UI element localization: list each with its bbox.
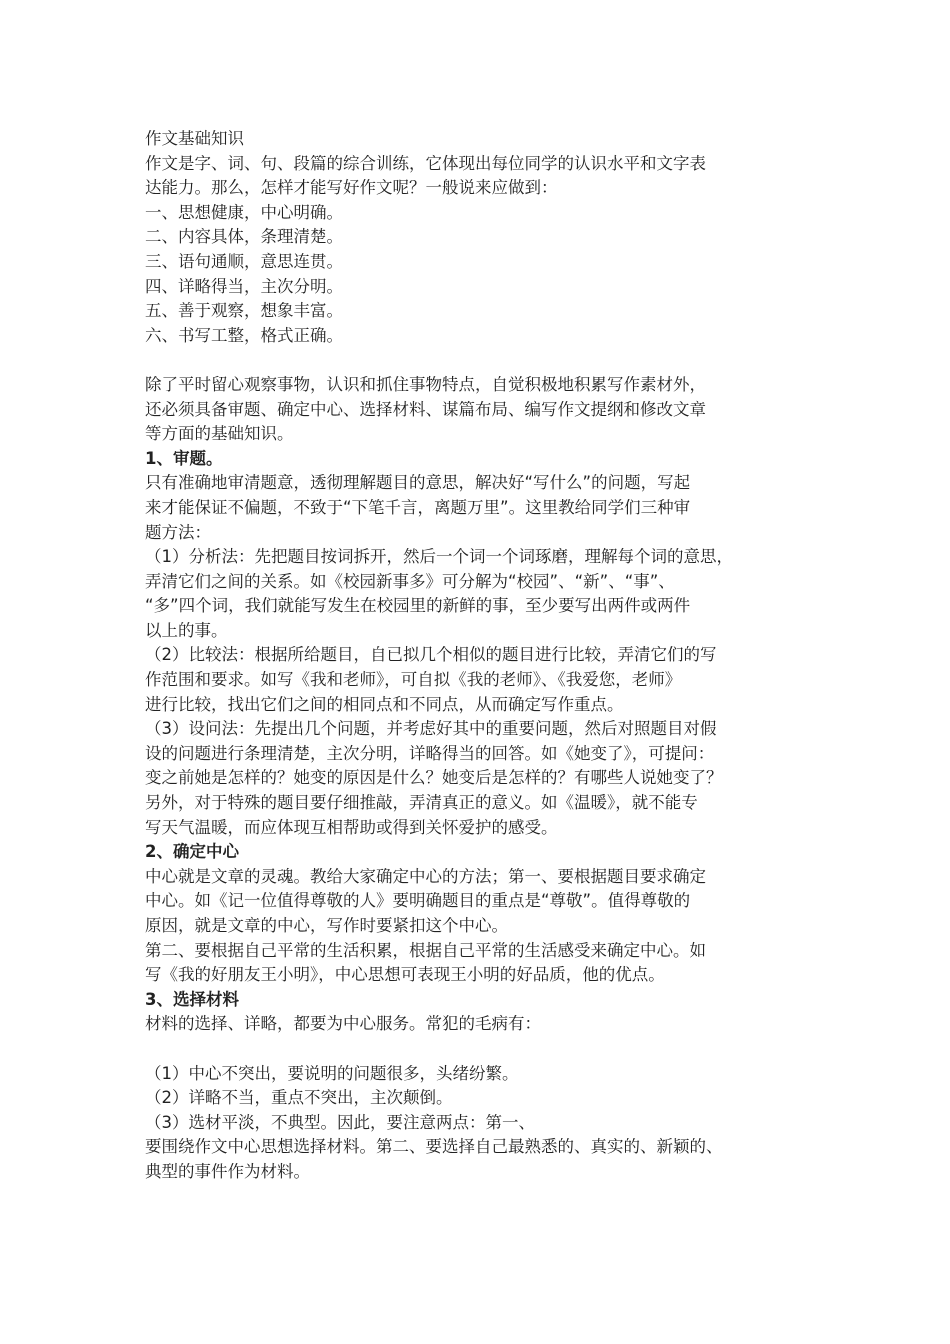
section-line: 典型的事件作为材料。 [145, 1161, 310, 1181]
requirement-item: 一、思想健康，中心明确。 [145, 202, 343, 222]
requirement-item: 二、内容具体，条理清楚。 [145, 227, 343, 247]
section-line: 要围绕作文中心思想选择材料。第二、要选择自己最熟悉的、真实的、新颖的、 [145, 1137, 723, 1157]
section-line: （3）选材平淡，不典型。因此，要注意两点：第一、 [145, 1112, 535, 1132]
section-line: 写《我的好朋友王小明》，中心思想可表现王小明的好品质，他的优点。 [145, 965, 665, 985]
section-line: 原因，就是文章的中心，写作时要紧扣这个中心。 [145, 916, 508, 935]
section-line: 以上的事。 [145, 620, 228, 640]
section-line: 中心。如《记一位值得尊敬的人》要明确题目的重点是“尊敬”。值得尊敬的 [145, 891, 691, 911]
paragraph-line: 除了平时留心观察事物，认识和抓住事物特点，自觉积极地积累写作素材外， [145, 374, 706, 394]
section-line: （2）比较法：根据所给题目，自已拟几个相似的题目进行比较，弄清它们的写 [145, 645, 717, 665]
section-line: 只有准确地审清题意，透彻理解题目的意思，解决好“写什么”的问题，写起 [145, 473, 691, 493]
section-heading-zhongxin: 2、确定中心 [145, 842, 239, 862]
section-line: 来才能保证不偏题，不致于“下笔千言，离题万里”。这里教给同学们三种审 [145, 497, 691, 517]
paragraph-line: 等方面的基础知识。 [145, 424, 294, 444]
section-heading-shenti: 1、审题。 [145, 448, 223, 468]
blank-line [145, 1037, 813, 1062]
requirement-item: 五、善于观察，想象丰富。 [145, 301, 343, 321]
section-heading-cailiao: 3、选择材料 [145, 989, 239, 1009]
section-line: 弄清它们之间的关系。如《校园新事多》可分解为“校园”、“新”、“事”、 [145, 571, 675, 591]
section-line: 第二、要根据自己平常的生活积累，根据自己平常的生活感受来确定中心。如 [145, 940, 706, 960]
section-lead: 材料的选择、详略，都要为中心服务。常犯的毛病有： [145, 1014, 541, 1034]
paragraph-line: 还必须具备审题、确定中心、选择材料、谋篇布局、编写作文提纲和修改文章 [145, 399, 706, 419]
section-line: （3）设问法：先提出几个问题，并考虑好其中的重要问题，然后对照题目对假 [145, 719, 717, 739]
section-line: 变之前她是怎样的？她变的原因是什么？她变后是怎样的？有哪些人说她变了？ [145, 768, 723, 788]
section-line: 写天气温暖，而应体现互相帮助或得到关怀爱护的感受。 [145, 817, 558, 837]
section-line: 进行比较，找出它们之间的相同点和不同点，从而确定写作重点。 [145, 694, 624, 714]
section-line: （2）详略不当，重点不突出，主次颠倒。 [145, 1088, 453, 1108]
section-line: （1）中心不突出，要说明的问题很多，头绪纷繁。 [145, 1063, 519, 1083]
blank-line [145, 348, 813, 373]
document-title: 作文基础知识 [145, 129, 244, 148]
section-line: 设的问题进行条理清楚，主次分明，详略得当的回答。如《她变了》，可提问： [145, 743, 715, 763]
document-body [145, 127, 813, 1185]
section-line: 另外，对于特殊的题目要仔细推敲，弄清真正的意义。如《温暖》，就不能专 [145, 793, 698, 813]
section-line: （1）分析法：先把题目按词拆开，然后一个词一个词琢磨，理解每个词的意思， [145, 547, 733, 567]
intro-line: 达能力。那么，怎样才能写好作文呢？一般说来应做到： [145, 178, 558, 198]
section-line: 中心就是文章的灵魂。教给大家确定中心的方法；第一、要根据题目要求确定 [145, 866, 706, 886]
section-line: 作范围和要求。如写《我和老师》，可自拟《我的老师》、《我爱您，老师》 [145, 670, 682, 690]
section-line: 题方法： [145, 522, 211, 542]
section-line: “多”四个词，我们就能写发生在校园里的新鲜的事，至少要写出两件或两件 [145, 596, 691, 616]
intro-line: 作文是字、词、句、段篇的综合训练，它体现出每位同学的认识水平和文字表 [145, 153, 706, 173]
requirement-item: 三、语句通顺，意思连贯。 [145, 251, 343, 271]
requirement-item: 四、详略得当，主次分明。 [145, 276, 343, 296]
requirement-item: 六、书写工整，格式正确。 [145, 325, 343, 345]
